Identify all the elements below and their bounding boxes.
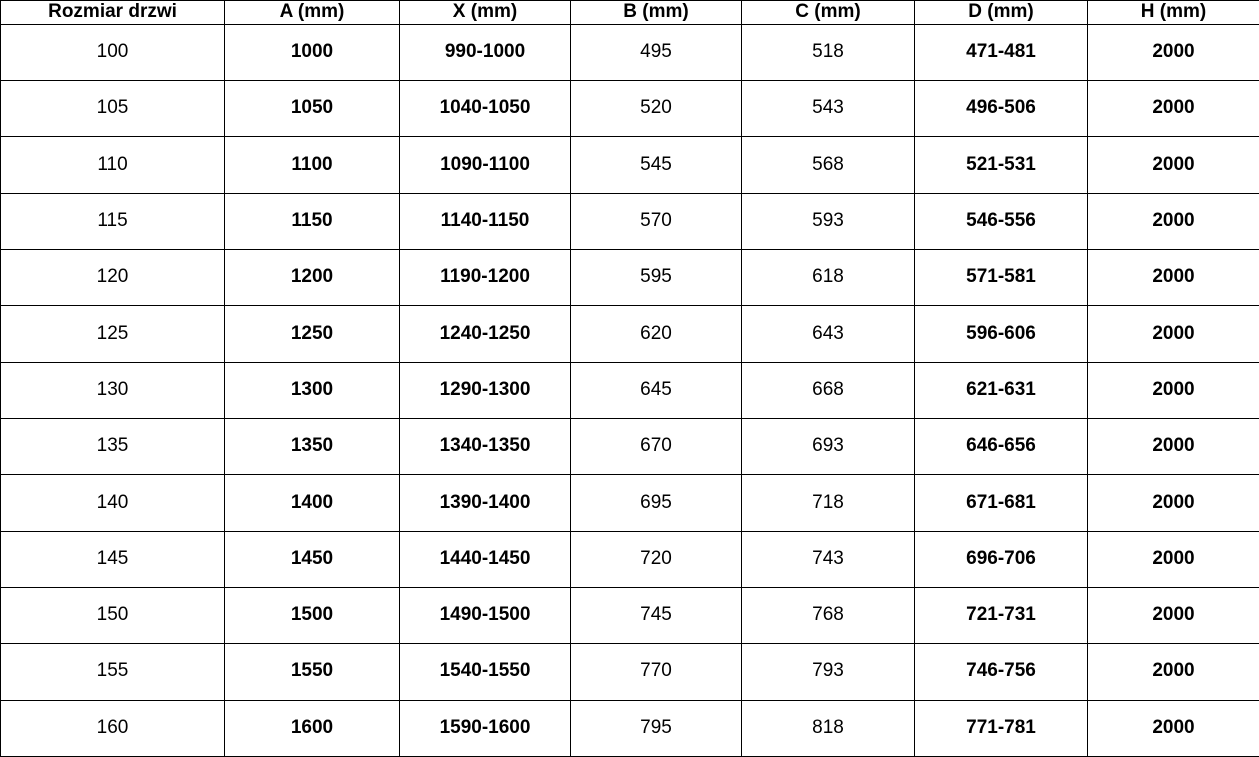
cell-b: 795 — [571, 700, 742, 756]
cell-door-size: 120 — [1, 250, 225, 306]
table-row — [1, 418, 1259, 474]
table-row — [1, 362, 1259, 418]
cell-h: 2000 — [1088, 81, 1259, 137]
table-row — [1, 700, 1259, 756]
cell-d: 671-681 — [915, 475, 1088, 531]
cell-a: 1300 — [225, 362, 400, 418]
table-header — [1, 1, 1259, 25]
cell-a: 1500 — [225, 587, 400, 643]
cell-h: 2000 — [1088, 587, 1259, 643]
cell-b: 595 — [571, 250, 742, 306]
cell-a: 1150 — [225, 193, 400, 249]
table-row — [1, 250, 1259, 306]
cell-c: 718 — [742, 475, 915, 531]
table-row — [1, 81, 1259, 137]
cell-x: 1340-1350 — [400, 418, 571, 474]
cell-c: 568 — [742, 137, 915, 193]
cell-door-size: 115 — [1, 193, 225, 249]
cell-a: 1450 — [225, 531, 400, 587]
cell-c: 518 — [742, 24, 915, 80]
column-header-b: B (mm) — [571, 1, 742, 25]
table-row — [1, 531, 1259, 587]
cell-d: 471-481 — [915, 24, 1088, 80]
cell-h: 2000 — [1088, 644, 1259, 700]
cell-x: 1190-1200 — [400, 250, 571, 306]
cell-door-size: 155 — [1, 644, 225, 700]
cell-door-size: 145 — [1, 531, 225, 587]
table-row — [1, 306, 1259, 362]
cell-door-size: 135 — [1, 418, 225, 474]
cell-h: 2000 — [1088, 700, 1259, 756]
cell-door-size: 110 — [1, 137, 225, 193]
cell-d: 646-656 — [915, 418, 1088, 474]
cell-d: 746-756 — [915, 644, 1088, 700]
cell-x: 1390-1400 — [400, 475, 571, 531]
column-header-h: H (mm) — [1088, 1, 1259, 25]
cell-d: 546-556 — [915, 193, 1088, 249]
cell-x: 990-1000 — [400, 24, 571, 80]
cell-d: 521-531 — [915, 137, 1088, 193]
cell-c: 818 — [742, 700, 915, 756]
table-body — [1, 24, 1259, 756]
cell-door-size: 125 — [1, 306, 225, 362]
table-header-row — [1, 1, 1259, 25]
cell-a: 1200 — [225, 250, 400, 306]
column-header-d: D (mm) — [915, 1, 1088, 25]
cell-b: 645 — [571, 362, 742, 418]
cell-a: 1050 — [225, 81, 400, 137]
cell-a: 1000 — [225, 24, 400, 80]
cell-h: 2000 — [1088, 475, 1259, 531]
cell-x: 1090-1100 — [400, 137, 571, 193]
table-row — [1, 24, 1259, 80]
cell-b: 670 — [571, 418, 742, 474]
cell-b: 545 — [571, 137, 742, 193]
cell-x: 1590-1600 — [400, 700, 571, 756]
cell-b: 695 — [571, 475, 742, 531]
cell-h: 2000 — [1088, 250, 1259, 306]
cell-c: 618 — [742, 250, 915, 306]
column-header-a: A (mm) — [225, 1, 400, 25]
cell-d: 496-506 — [915, 81, 1088, 137]
cell-d: 696-706 — [915, 531, 1088, 587]
table-row — [1, 193, 1259, 249]
cell-c: 768 — [742, 587, 915, 643]
cell-h: 2000 — [1088, 137, 1259, 193]
table-row — [1, 644, 1259, 700]
cell-d: 721-731 — [915, 587, 1088, 643]
cell-c: 643 — [742, 306, 915, 362]
cell-b: 720 — [571, 531, 742, 587]
cell-x: 1440-1450 — [400, 531, 571, 587]
cell-c: 543 — [742, 81, 915, 137]
cell-a: 1250 — [225, 306, 400, 362]
cell-x: 1040-1050 — [400, 81, 571, 137]
table-row — [1, 587, 1259, 643]
cell-a: 1100 — [225, 137, 400, 193]
cell-a: 1550 — [225, 644, 400, 700]
cell-h: 2000 — [1088, 362, 1259, 418]
cell-d: 621-631 — [915, 362, 1088, 418]
cell-c: 593 — [742, 193, 915, 249]
cell-h: 2000 — [1088, 531, 1259, 587]
cell-x: 1540-1550 — [400, 644, 571, 700]
cell-b: 495 — [571, 24, 742, 80]
cell-door-size: 150 — [1, 587, 225, 643]
cell-x: 1490-1500 — [400, 587, 571, 643]
cell-x: 1290-1300 — [400, 362, 571, 418]
cell-c: 693 — [742, 418, 915, 474]
cell-d: 771-781 — [915, 700, 1088, 756]
cell-b: 770 — [571, 644, 742, 700]
cell-d: 596-606 — [915, 306, 1088, 362]
cell-d: 571-581 — [915, 250, 1088, 306]
cell-a: 1400 — [225, 475, 400, 531]
cell-a: 1600 — [225, 700, 400, 756]
cell-door-size: 130 — [1, 362, 225, 418]
cell-c: 668 — [742, 362, 915, 418]
cell-h: 2000 — [1088, 306, 1259, 362]
cell-c: 793 — [742, 644, 915, 700]
cell-x: 1240-1250 — [400, 306, 571, 362]
table-row — [1, 137, 1259, 193]
cell-door-size: 140 — [1, 475, 225, 531]
column-header-c: C (mm) — [742, 1, 915, 25]
table-row — [1, 475, 1259, 531]
cell-door-size: 160 — [1, 700, 225, 756]
cell-b: 745 — [571, 587, 742, 643]
cell-a: 1350 — [225, 418, 400, 474]
cell-x: 1140-1150 — [400, 193, 571, 249]
cell-c: 743 — [742, 531, 915, 587]
cell-b: 620 — [571, 306, 742, 362]
cell-b: 570 — [571, 193, 742, 249]
cell-h: 2000 — [1088, 418, 1259, 474]
cell-door-size: 105 — [1, 81, 225, 137]
cell-h: 2000 — [1088, 193, 1259, 249]
column-header-door-size: Rozmiar drzwi — [1, 1, 225, 25]
cell-b: 520 — [571, 81, 742, 137]
column-header-x: X (mm) — [400, 1, 571, 25]
cell-h: 2000 — [1088, 24, 1259, 80]
cell-door-size: 100 — [1, 24, 225, 80]
